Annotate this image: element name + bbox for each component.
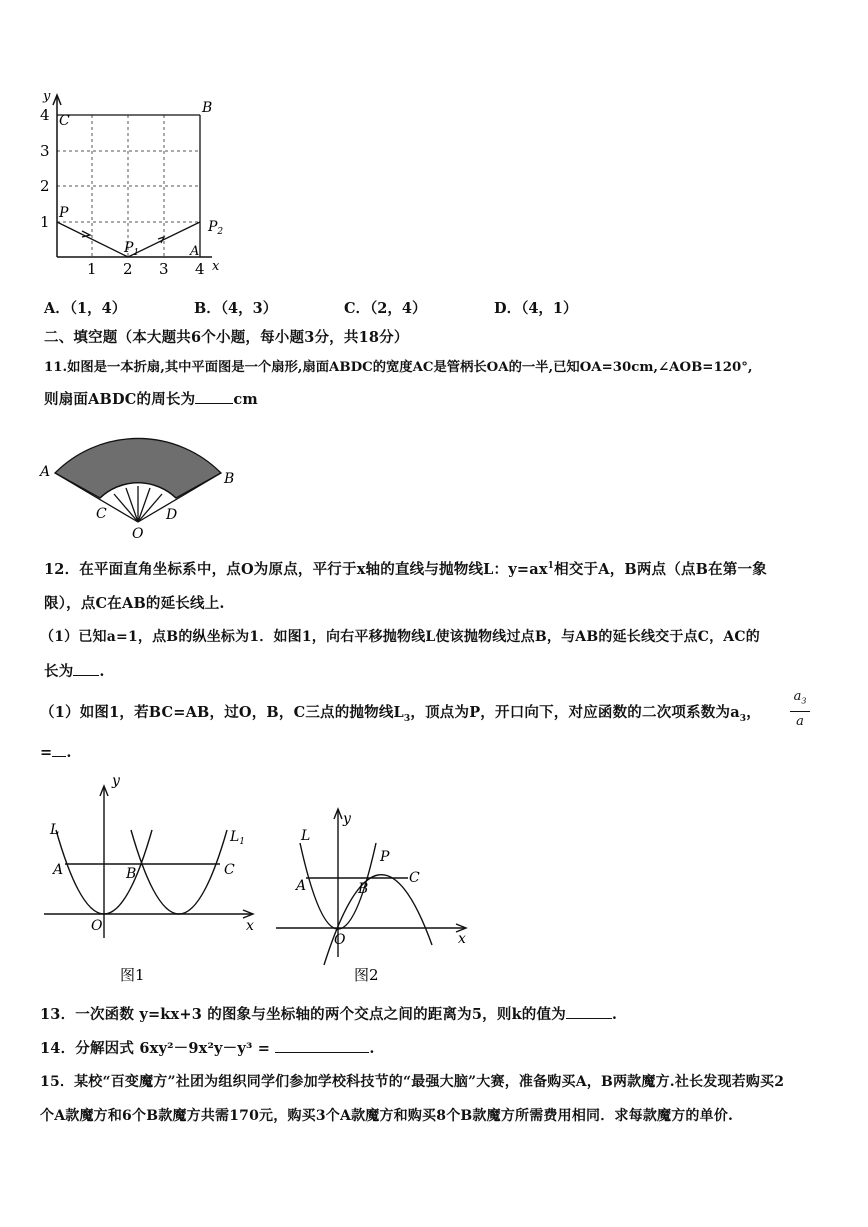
label-B: B [202,100,213,116]
q12-line6: = . [40,744,72,761]
q12-line3: （1）已知a=1，点B的纵坐标为1．如图1，向右平移抛物线L使该抛物线过点B，与AB的延长线交于点C，AC的 [40,629,760,645]
label-P1: $P_1$ [124,240,140,258]
q11-line1: 11.如图是一本折扇,其中平面图是一个扇形,扇面ABDC的宽度AC是管柄长OA的一半,已知OA=30cm,∠AOB=120°, [44,360,753,375]
x-tick-4: 4 [195,260,205,278]
option-c: C．（2，4） [344,300,427,317]
fan-label-C: C [96,506,107,522]
option-d: D．（4，1） [494,300,578,317]
fig1-label-O: O [91,918,103,934]
fig1-label-y: y [112,773,120,789]
x-tick-2: 2 [123,260,133,278]
fig2-label-P: P [380,849,390,865]
fan-label-D: D [166,507,178,523]
label-P: P [59,205,69,221]
fraction: $a_3$ a [790,688,810,732]
section-heading: 二、填空题（本大题共6个小题，每小题3分，共18分） [44,329,409,346]
fig2-label-x: x [458,931,466,947]
option-b: B．（4，3） [194,300,278,317]
q12-line5: （1）如图1，若BC=AB，过O，B，C三点的抛物线$L_3$，顶点为P，开口向下，对应函数的二次项系数为$a_3$， [40,704,761,724]
fig1-label-L1: $L_1$ [230,829,246,847]
fig1-label-L: L [50,822,60,838]
fig2-label-B: B [358,881,369,897]
q15-line2: 个A款魔方和6个B款魔方共需170元，购买3个A款魔方和购买8个B款魔方所需费用相同．求每款魔方的单价. [40,1108,734,1124]
parabola-figure-1 [38,770,263,990]
fig1-label-x: x [246,918,254,934]
label-P2: $P_2$ [208,219,224,237]
q12-line2: 限），点C在AB的延长线上. [44,595,225,612]
fig2-label-C: C [409,870,420,886]
label-A: A [190,244,200,259]
fan-label-A: A [40,464,51,480]
fig2-label-L: L [301,828,311,844]
fig1-caption: 图1 [120,966,145,984]
fig2-label-y: y [343,811,351,827]
fan-label-B: B [224,471,235,487]
fig1-label-B: B [126,866,137,882]
fig1-label-A: A [53,862,64,878]
y-tick-1: 1 [40,213,50,231]
grid-figure [30,85,230,280]
q15-line1: 15．某校“百变魔方”社团为组织同学们参加学校科技节的“最强大脑”大赛，准备购买A，B两款魔方.社长发现若购买2 [40,1074,785,1090]
q12-line4: 长为 . [44,663,105,680]
option-a: A．（1，4） [44,300,127,317]
y-axis-label: y [43,89,51,104]
fig2-label-A: A [296,878,307,894]
q11-line2: 则扇面ABDC的周长为 cm [44,391,258,408]
x-tick-3: 3 [159,260,169,278]
fan-figure [36,418,246,542]
label-C: C [59,113,70,129]
fan-label-O: O [132,526,144,542]
y-tick-4: 4 [40,106,50,124]
fig1-label-C: C [224,862,235,878]
x-tick-1: 1 [87,260,97,278]
y-tick-3: 3 [40,142,50,160]
fig2-caption: 图2 [354,966,379,984]
parabola-figure-2 [272,805,472,990]
x-axis-label: x [212,259,220,274]
q13: 13．一次函数 y=kx+3 的图象与坐标轴的两个交点之间的距离为5，则k的值为 . [40,1006,618,1023]
y-tick-2: 2 [40,177,50,195]
fig2-label-O: O [334,932,346,948]
q12-line1: 12．在平面直角坐标系中，点O为原点，平行于x轴的直线与抛物线L：$y=ax^1$相交于A，B两点（点B在第一象 [44,561,767,578]
q14: 14．分解因式 6xy²－9x²y－y³ = . [40,1040,375,1057]
